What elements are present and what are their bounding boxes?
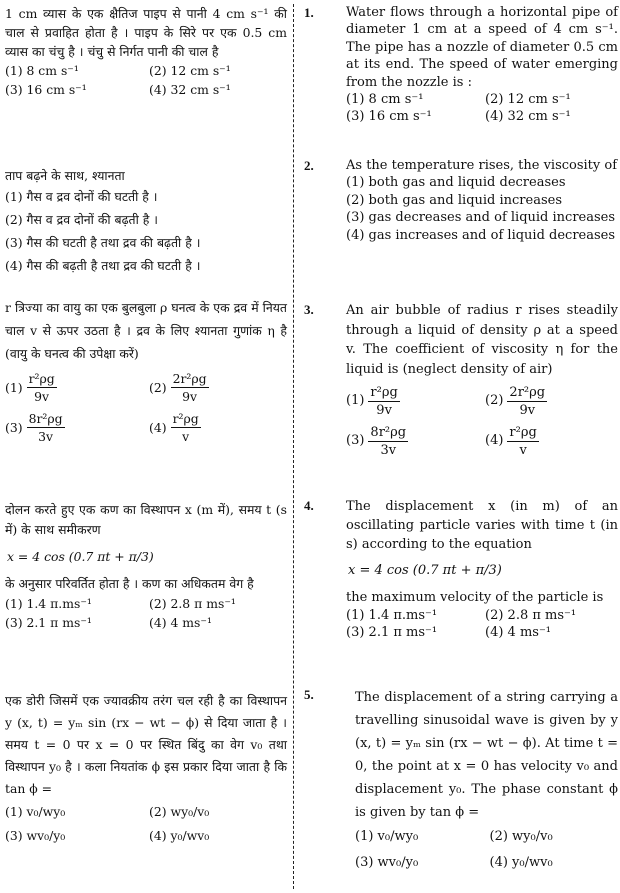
option-3: (3) wv₀/y₀ [5,828,66,843]
option-4: (4) y₀/wv₀ [489,855,553,870]
option-label: (4) [485,433,504,449]
denominator: 9v [519,402,536,418]
option-1 [5,367,143,407]
fraction [171,370,209,405]
option-2: (2) wy₀/v₀ [149,804,210,819]
option-4: (4) y₀/wv₀ [149,828,210,843]
option-3 [346,421,479,461]
option-4: (4) gas increases and of liquid decreases [346,227,616,243]
denominator: 9v [182,388,197,404]
option-label: (2) [485,393,504,409]
option-1: (1) v₀/wy₀ [355,829,419,844]
fraction [507,424,538,459]
option-label: (3) [5,419,23,435]
question-text: r त्रिज्या का वायु का एक बुलबुला ρ घनत्व के एक द्रव में नियत चाल v से ऊपर उठता है । द्रव के लिए श्यानता गुणांक η है (वायु के घनत्व की उपेक्षा करें) [5,300,287,361]
option-1: (1) 1.4 π.ms⁻¹ [346,608,438,623]
option-4: (4) 32 cm s⁻¹ [149,82,231,97]
question-number: 4. [304,498,314,513]
question-number: 3. [304,302,314,317]
numerator: 8r²ρg [370,424,407,440]
question-text: दोलन करते हुए एक कण का विस्थापन x (m में), समय t (s में) के साथ समीकरण [5,502,287,537]
options [355,824,618,876]
question-text: Water flows through a horizontal pipe of diameter 1 cm at a speed of 4 cm s⁻¹. The pipe has a nozzle of diameter 0.5 cm at its end. The speed of water emerging from the nozzle is : [346,5,618,90]
denominator: 9v [34,388,50,404]
option-1: (1) both gas and liquid decreases [346,175,566,191]
fraction [27,370,57,405]
numerator: 2r²ρg [172,370,207,386]
option-4 [485,421,618,461]
question-text: एक डोरी जिसमें एक ज्यावक्रीय तरंग चल रही है का विस्थापन y (x, t) = yₘ sin (rx − wt − ϕ) से दिया जाता है । समय t = 0 पर x = 0 पर स्थित बिंदु का वेग v₀ तथा विस्थापन y₀ है । कला नियतांक ϕ इस प्रकार दिया जाता है कि tan ϕ = [5,693,287,796]
options [346,607,618,642]
option-1: (1) v₀/wy₀ [5,804,66,819]
option-1: (1) 8 cm s⁻¹ [5,63,79,78]
question-text: An air bubble of radius r rises steadily through a liquid of density ρ at a speed v. The coefficient of viscosity η for the liquid is (neglect density of air) [346,303,618,377]
option-2 [149,367,287,407]
option-4: (4) 4 ms⁻¹ [485,625,552,641]
fraction-options [5,367,287,447]
option-label: (2) [149,379,167,395]
denominator: v [182,428,190,444]
question-text: The displacement of a string carrying a travelling sinusoidal wave is given by y (x, t) = yₘ sin (rx − wt − ϕ). At time t = 0, the point at x = 0 has velocity v₀ and displacement y₀. The phase constant ϕ is given by tan ϕ = [355,690,618,820]
question-number: 2. [304,158,314,173]
option-1: (1) 1.4 π.ms⁻¹ [5,596,92,611]
option-3: (3) 2.1 π ms⁻¹ [5,615,92,630]
option-3: (3) wv₀/y₀ [355,855,419,870]
question-number: 1. [304,5,314,20]
fraction [27,410,65,445]
equation: x = 4 cos (0.7 πt + π/3) [7,549,154,564]
option-1 [346,381,479,421]
option-3: (3) 2.1 π ms⁻¹ [346,625,438,641]
numerator: r²ρg [28,370,55,386]
option-4: (4) 32 cm s⁻¹ [485,109,571,125]
fraction-options [346,381,618,461]
option-3: (3) गैस की घटती है तथा द्रव की बढ़ती है । [5,235,201,250]
option-2: (2) 2.8 π ms⁻¹ [149,596,236,611]
question-text: The displacement x (in m) of an oscillating particle varies with time t (in s) according to the equation [346,499,618,552]
option-2: (2) wy₀/v₀ [489,829,553,844]
options [5,594,287,632]
denominator: 3v [38,428,53,444]
equation: x = 4 cos (0.7 πt + π/3) [348,563,502,578]
question-number: 5. [304,687,314,702]
column-divider [293,4,294,889]
options [346,91,618,126]
option-3 [5,407,143,447]
option-label: (1) [346,393,365,409]
option-2: (2) गैस व द्रव दोनों की बढ़ती है । [5,212,158,227]
option-label: (4) [149,419,167,435]
option-1: (1) 8 cm s⁻¹ [346,92,424,108]
option-3: (3) 16 cm s⁻¹ [5,82,87,97]
option-4: (4) 4 ms⁻¹ [149,615,212,630]
options [5,800,287,848]
denominator: v [519,442,527,458]
options [346,174,618,244]
option-label: (1) [5,379,23,395]
question-text: As the temperature rises, the viscosity of [346,158,618,173]
fraction [368,384,399,419]
option-3: (3) gas decreases and of liquid increases [346,210,616,226]
option-2: (2) 12 cm s⁻¹ [485,92,571,108]
option-2: (2) 2.8 π ms⁻¹ [485,608,577,623]
question-text-continued: के अनुसार परिवर्तित होता है । कण का अधिकतम वेग है [5,576,254,591]
fraction [368,424,408,459]
numerator: r²ρg [509,424,537,440]
option-3: (3) 16 cm s⁻¹ [346,109,432,125]
fraction [171,410,201,445]
numerator: r²ρg [370,384,398,400]
question-text: ताप बढ़ने के साथ, श्यानता [5,168,125,183]
denominator: 9v [376,402,392,418]
denominator: 3v [380,442,397,458]
option-label: (3) [346,433,365,449]
option-4 [149,407,287,447]
option-4: (4) गैस की बढ़ती है तथा द्रव की घटती है । [5,258,201,273]
fraction [507,384,547,419]
question-text-continued: the maximum velocity of the particle is [346,590,604,605]
option-2: (2) 12 cm s⁻¹ [149,63,231,78]
option-2 [485,381,618,421]
option-1: (1) गैस व द्रव दोनों की घटती है । [5,189,158,204]
option-2: (2) both gas and liquid increases [346,192,563,208]
numerator: r²ρg [172,410,199,426]
question-text: 1 cm व्यास के एक क्षैतिज पाइप से पानी 4 cm s⁻¹ की चाल से प्रवाहित होता है । पाइप के सिरे पर एक 0.5 cm व्यास का चंचु है । चंचु से निर्गत पानी की चाल है [5,6,287,59]
numerator: 8r²ρg [28,410,63,426]
options [5,61,287,99]
options [5,185,287,277]
numerator: 2r²ρg [509,384,546,400]
